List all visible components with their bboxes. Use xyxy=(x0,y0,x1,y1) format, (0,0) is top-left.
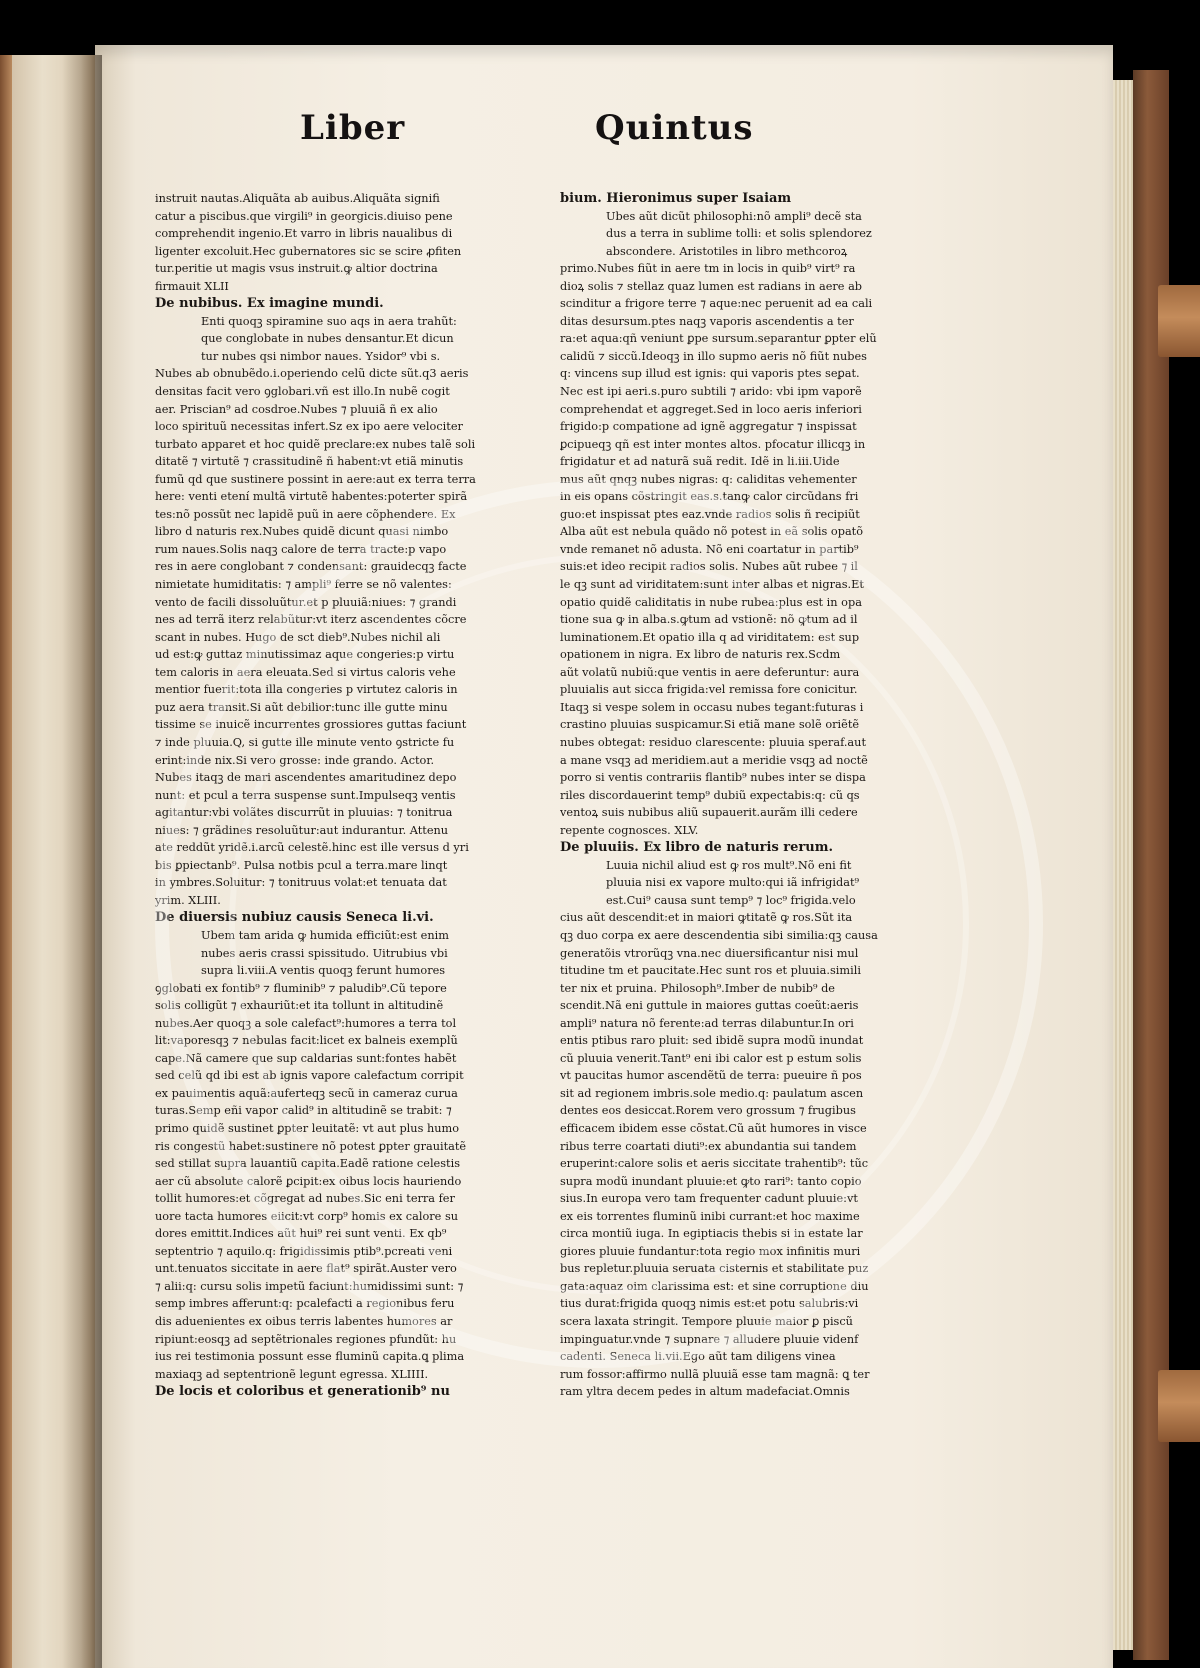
text-line: Luuia nichil aliud est ꝙ ros mult⁹.Nõ eni fit xyxy=(606,858,852,872)
text-line: ligenter excoluit.Hec gubernatores sic se scire ꝓfiten xyxy=(155,244,462,258)
text-line: sed stillat supra lauantiũ capita.Eadẽ ratione celestis xyxy=(155,1157,460,1171)
text-line: nes ad terrã iterz relabũtur:vt iterz ascendentes cõcre xyxy=(155,613,467,627)
text-line: septentrio ⁊ aquilo.q: frigidissimis ptib⁹.pcreati veni xyxy=(155,1244,453,1258)
text-line: a mane vsqꝫ ad meridiem.aut a meridie vsqꝫ ad noctẽ xyxy=(560,753,868,767)
text-line: riles discordauerint temp⁹ dubiũ expectabis:q: cũ qs xyxy=(560,788,860,802)
text-line: porro si ventis contrariis flantib⁹ nubes inter se dispa xyxy=(560,771,866,785)
text-line: guo:et inspissat ptes eaz.vnde radios solis ñ recipiũt xyxy=(560,507,860,521)
text-line: frigido:p compatione ad ignẽ aggregatur ⁊ inspissat xyxy=(560,420,857,434)
text-line: ris congestũ habet:sustinere nõ potest ꝑpter grauitatẽ xyxy=(155,1139,467,1153)
text-line: puz aera transit.Si aũt debilior:tunc ille gutte minu xyxy=(155,700,448,714)
text-line: sed celũ qd ibi est ab ignis vapore calefactum corripit xyxy=(155,1069,464,1083)
text-line: pluuialis aut sicca frigida:vel remissa fore conicitur. xyxy=(560,683,858,697)
text-line: circa montiũ iuga. In egiptiacis thebis si in estate lar xyxy=(560,1227,863,1241)
text-line: maxiaqꝫ ad septentrionẽ legunt egressa. XLIIII. xyxy=(155,1367,429,1381)
text-line: agitantur:vbi volãtes discurrũt in pluuias: ⁊ tonitrua xyxy=(155,806,453,820)
text-line: instruit nautas.Aliquãta ab auibus.Aliquãta signifi xyxy=(155,192,440,205)
text-line: aer. Priscian⁹ ad cosdroe.Nubes ⁊ pluuiã ñ ex alio xyxy=(155,402,438,416)
text-line: Nec est ipi aeri.s.puro subtili ⁊ arido: vbi ipm vaporẽ xyxy=(560,385,862,399)
text-line: opationem in nigra. Ex libro de naturis rex.Scdm xyxy=(560,648,841,662)
text-line: ate reddũt yridẽ.i.arcũ celestẽ.hinc est ille versus d yri xyxy=(155,841,469,855)
text-line: tollit humores:et cõgregat ad nubes.Sic eni terra fer xyxy=(155,1192,455,1206)
text-line: unt.tenuatos siccitate in aere flat⁹ spirãt.Auster vero xyxy=(155,1262,457,1276)
text-line: est.Cui⁹ causa sunt temp⁹ ⁊ loc⁹ frigida.velo xyxy=(606,893,856,907)
section-heading: De nubibus. Ex imagine mundi. xyxy=(155,296,384,312)
text-line: tione sua ꝙ in alba.s.ꝙtum ad vstionẽ: nõ ꝙtum ad il xyxy=(560,613,858,627)
text-line: semp imbres afferunt:q: pcalefacti a regionibus feru xyxy=(155,1297,455,1311)
text-line: dioꝝ solis ⁊ stellaz quaz lumen est radians in aere ab xyxy=(560,279,863,293)
text-line: abscondere. Aristotiles in libro methcoroꝝ xyxy=(606,244,848,258)
watermark-seal xyxy=(155,480,1043,1368)
text-line: tius durat:frigida quoqꝫ nimis est:et potu salubris:vi xyxy=(560,1297,859,1311)
text-line: yrim. XLIII. xyxy=(155,893,221,907)
text-line: suis:et ideo recipit radios solis. Nubes aũt rubee ⁊ il xyxy=(560,560,858,574)
text-line: ius rei testimonia possunt esse fluminũ capita.ꝗ plima xyxy=(155,1350,465,1364)
text-line: ventoꝝ suis nubibus aliũ supauerit.aurãm illi cedere xyxy=(560,806,858,820)
section-heading: De diuersis nubiuz causis Seneca li.vi. xyxy=(155,910,434,926)
text-line: dis aduenientes ex oibus terris labentes humores ar xyxy=(155,1315,453,1328)
text-line: titudine tm et paucitate.Hec sunt ros et pluuia.simili xyxy=(560,964,861,978)
text-line: sit ad regionem imbris.sole medio.q: paulatum ascen xyxy=(560,1086,864,1100)
section-heading: bium. Hieronimus super Isaiam xyxy=(560,191,792,206)
text-line: tes:nõ possũt nec lapidẽ puũ in aere cõphendere. Ex xyxy=(155,507,456,521)
text-line: qꝫ duo corpa ex aere descendentia sibi similia:qꝫ causa xyxy=(560,928,878,942)
text-line: primo.Nubes fiũt in aere tm in locis in quib⁹ virt⁹ ra xyxy=(560,262,856,276)
text-line: scendit.Nã eni guttule in maiores guttas coeũt:aeris xyxy=(560,999,859,1013)
text-line: dus a terra in sublime tolli: et solis splendorez xyxy=(606,227,872,241)
text-line: dentes eos desiccat.Rorem vero grossum ⁊ frugibus xyxy=(560,1104,856,1118)
text-line: scant in nubes. Hugo de sct dieb⁹.Nubes nichil ali xyxy=(155,630,441,644)
leather-strap-top xyxy=(1158,285,1200,357)
text-line: fumũ qd que sustinere possint in aere:aut ex terra terra xyxy=(155,472,476,486)
text-line: opatio quidẽ caliditatis in nube rubea:plus est in opa xyxy=(560,595,862,609)
text-line: luminationem.Et opatio illa q ad viriditatem: est sup xyxy=(560,630,860,644)
text-line: vt paucitas humor ascendẽtũ de terra: pueuire ñ pos xyxy=(560,1069,862,1083)
text-line: generatõis vtrorũqꝫ vna.nec diuersificantur nisi mul xyxy=(560,946,859,960)
text-line: ditatẽ ⁊ virtutẽ ⁊ crassitudinẽ ñ habent:vt etiã minutis xyxy=(155,455,464,469)
text-line: efficacem ibidem esse cõstat.Cũ aũt humores in visce xyxy=(560,1121,867,1135)
text-line: solis colligũt ⁊ exhauriũt:et ita tollunt in altitudinẽ xyxy=(155,999,444,1013)
text-line: tur.peritie ut magis vsus instruit.ꝙ altior doctrina xyxy=(155,262,438,276)
text-line: here: venti etení multã virtutẽ habentes:poterter spirã xyxy=(155,490,468,504)
text-line: pluuia nisi ex vapore multo:qui iã infrigidat⁹ xyxy=(606,876,860,890)
text-line: giores pluuie fundantur:tota regio mox infinitis muri xyxy=(560,1244,861,1258)
text-line: ud est:ꝙ guttaz minutissimaz aque congeries:p virtu xyxy=(155,648,455,662)
text-line: in ymbres.Soluitur: ⁊ tonitruus volat:et tenuata dat xyxy=(155,876,447,890)
text-line: sius.In europa vero tam frequenter cadunt pluuie:vt xyxy=(560,1192,858,1206)
text-line: catur a piscibus.que virgili⁹ in georgicis.diuiso pene xyxy=(155,209,453,223)
text-line: rum naues.Solis naqꝫ calore de terra tracte:p vapo xyxy=(155,542,447,556)
text-line: nubes obtegat: residuo clarescente: pluuia speraf.aut xyxy=(560,735,866,749)
text-line: ꝯglobati ex fontib⁹ ⁊ fluminib⁹ ⁊ paludib⁹.Cũ tepore xyxy=(155,981,447,995)
text-line: in eis opans cõstringit eas.s.tanꝙ calor circũdans fri xyxy=(560,490,859,504)
text-line: crastino pluuias suspicamur.Si etiã mane solẽ oriẽtẽ xyxy=(560,718,860,732)
text-line: res in aere conglobant ⁊ condensant: grauidecqꝫ facte xyxy=(155,560,467,574)
text-line: le qꝫ sunt ad viriditatem:sunt inter albas et nigras.Et xyxy=(560,578,864,592)
text-line: rum fossor:affirmo nullã pluuiã esse tam magnã: ꝗ ter xyxy=(560,1367,870,1381)
text-line: scinditur a frigore terre ⁊ aque:nec peruenit ad ea cali xyxy=(560,297,873,311)
text-line: turbato apparet et hoc quidẽ preclare:ex nubes talẽ soli xyxy=(155,437,476,451)
text-line: ampli⁹ natura nõ ferente:ad terras dilabuntur.In ori xyxy=(560,1016,854,1030)
text-line: ꝑcipueqꝫ qñ est inter montes altos. pfocatur illicqꝫ in xyxy=(560,437,866,451)
text-line: uore tacta humores eiicit:vt corp⁹ homis ex calore su xyxy=(155,1209,459,1223)
text-line: que conglobate in nubes densantur.Et dicun xyxy=(201,332,454,346)
text-line: supra li.viii.A ventis quoqꝫ ferunt humores xyxy=(201,964,446,978)
text-line: frigidatur et ad naturã suã redit. Idẽ in li.iii.Uide xyxy=(560,455,840,469)
text-line: lit:vaporesqꝫ ⁊ nebulas facit:licet ex balneis exemplũ xyxy=(155,1034,458,1048)
text-line: ribus terre coartati diuti⁹:ex abundantia sui tandem xyxy=(560,1139,857,1153)
text-line: eruperint:calore solis et aeris siccitate trahentib⁹: tũc xyxy=(560,1157,869,1171)
text-line: calidũ ⁊ siccũ.Ideoqꝫ in illo supmo aeris nõ fiũt nubes xyxy=(560,349,867,363)
text-line: aũt volatũ nubiũ:que ventis in aere deferuntur: aura xyxy=(560,665,860,679)
text-line: primo quidẽ sustinet ꝑpter leuitatẽ: vt aut plus humo xyxy=(155,1121,460,1135)
page-stack-edge xyxy=(1113,80,1133,1650)
text-line: scera laxata stringit. Tempore pluuie maior ꝑ piscũ xyxy=(560,1315,853,1328)
text-line: cadenti. Seneca li.vii.Ego aũt tam diligens vinea xyxy=(560,1350,836,1364)
text-line: cũ pluuia venerit.Tant⁹ eni ibi calor est p estum solis xyxy=(560,1051,862,1065)
text-line: entis ptibus raro pluit: sed ibidẽ supra modũ inundat xyxy=(560,1034,864,1048)
text-line: tur nubes qsi nimbor naues. Ysidor⁹ vbi s. xyxy=(201,349,441,363)
text-line: mus aũt qnqꝫ nubes nigras: q: caliditas vehementer xyxy=(560,472,857,486)
left-cover-edge xyxy=(0,55,12,1668)
text-line: nubes.Aer quoqꝫ a sole calefact⁹:humores a terra tol xyxy=(155,1016,457,1030)
text-line: aer cũ absolute calorẽ ꝑcipit:ex oibus locis hauriendo xyxy=(155,1174,462,1188)
text-line: Enti quoqꝫ spiramine suo aqs in aera trahũt: xyxy=(201,314,457,328)
text-line: q: vincens sup illud est ignis: qui vaporis ptes seꝑat. xyxy=(560,367,860,381)
text-line: firmauit XLII xyxy=(155,279,229,293)
text-line: vnde remanet nõ adusta. Nõ eni coartatur in partib⁹ xyxy=(560,542,859,556)
text-line: mentior fuerit:tota illa congeries p virtutez caloris in xyxy=(155,683,458,697)
text-line: nunt: et pcul a terra suspense sunt.Impulseqꝫ ventis xyxy=(155,788,456,802)
text-line: ra:et aqua:qñ veniunt ꝑpe sursum.separantur ꝑpter elũ xyxy=(560,332,877,346)
text-line: turas.Semp eñi vapor calid⁹ in altitudinẽ se trabit: ⁊ xyxy=(155,1104,452,1118)
running-title-left: Liber xyxy=(300,108,406,148)
text-line: ditas desursum.ptes naqꝫ vaporis ascendentis a ter xyxy=(560,314,854,328)
text-line: comprehendit ingenio.Et varro in libris naualibus di xyxy=(155,227,453,241)
text-line: dores emittit.Indices aũt hui⁹ rei sunt venti. Ex qb⁹ xyxy=(155,1227,447,1241)
text-line: Nubes itaqꝫ de mari ascendentes amaritudinez depo xyxy=(155,771,457,785)
text-line: bis ꝑpiectanb⁹. Pulsa notbis pcul a terra.mare linqt xyxy=(155,858,448,872)
section-heading: De locis et coloribus et generationib⁹ nu xyxy=(155,1384,450,1400)
text-line: ter nix et pruina. Philosoph⁹.Imber de nubib⁹ de xyxy=(560,981,835,995)
text-line: erint:inde nix.Si vero grosse: inde grando. Actor. xyxy=(155,753,435,767)
text-line: tem caloris in aera eleuata.Sed si virtus caloris vehe xyxy=(155,665,456,679)
text-line: Nubes ab obnubẽdo.i.operiendo celũ dicte sũt.q3 aeris xyxy=(155,367,469,381)
section-heading: De pluuiis. Ex libro de naturis rerum. xyxy=(560,840,833,856)
running-title-right: Quintus xyxy=(595,108,754,148)
text-line: ram yltra decem pedes in altum madefaciat.Omnis xyxy=(560,1385,850,1399)
text-line: impinguatur.vnde ⁊ supnare ⁊ alludere pluuie videnf xyxy=(560,1332,859,1346)
text-line: gata:aquaz oim clarissima est: et sine corruptione diu xyxy=(560,1279,869,1293)
text-line: ex pauimentis aquã:auferteqꝫ secũ in cameraz curua xyxy=(155,1086,458,1100)
book-gutter xyxy=(62,55,102,1668)
text-line: ⁊ alii:q: cursu solis impetũ faciunt:humidissimi sunt: ⁊ xyxy=(155,1279,464,1293)
text-line: loco spirituũ necessitas infert.Sz ex ipo aere velociter xyxy=(155,420,463,434)
text-line: Alba aũt est nebula quãdo nõ potest in eã solis opatõ xyxy=(560,525,864,539)
text-line: Ubem tam arida ꝙ humida efficiũt:est enim xyxy=(201,928,449,942)
text-line: ripiunt:eosqꝫ ad septẽtrionales regiones pfundũt: hu xyxy=(155,1332,457,1346)
text-line: cius aũt descendit:et in maiori ꝙtitatẽ ꝙ ros.Sũt ita xyxy=(560,911,853,925)
text-line: ⁊ inde pluuia.Q, si gutte ille minute vento ꝯstricte fu xyxy=(155,735,455,749)
text-line: supra modũ inundant pluuie:et ꝙto rari⁹: tanto copio xyxy=(560,1174,862,1188)
text-line: vento de facili dissoluũtur.et p pluuiã:niues: ⁊ grandi xyxy=(155,595,457,609)
text-line: nimietate humiditatis: ⁊ ampli⁹ ferre se nõ valentes: xyxy=(155,578,452,592)
text-line: cape.Nã camere que sup caldarias sunt:fontes habẽt xyxy=(155,1051,457,1065)
text-line: tissime se inuicẽ incurrentes grossiores guttas faciunt xyxy=(155,718,467,732)
leather-strap-bottom xyxy=(1158,1370,1200,1442)
text-line: densitas facit vero ꝯglobari.vñ est illo.In nubẽ cogit xyxy=(155,385,450,399)
text-line: ex eis torrentes fluminũ inibi currant:et hoc maxime xyxy=(560,1209,860,1223)
text-line: comprehendat et aggreget.Sed in loco aeris inferiori xyxy=(560,402,862,416)
text-line: nubes aeris crassi spissitudo. Uitrubius vbi xyxy=(201,946,448,960)
text-line: repente cognosces. XLV. xyxy=(560,823,699,837)
text-line: libro d naturis rex.Nubes quidẽ dicunt quasi nimbo xyxy=(155,525,449,539)
text-line: Ubes aũt dicũt philosophi:nõ ampli⁹ decẽ sta xyxy=(606,209,862,223)
text-line: bus repletur.pluuia seruata cisternis et stabilitate puz xyxy=(560,1262,869,1276)
text-line: niues: ⁊ grãdines resoluũtur:aut indurantur. Attenu xyxy=(155,823,449,837)
text-line: Itaqꝫ si vespe solem in occasu nubes tegant:futuras i xyxy=(560,700,864,714)
